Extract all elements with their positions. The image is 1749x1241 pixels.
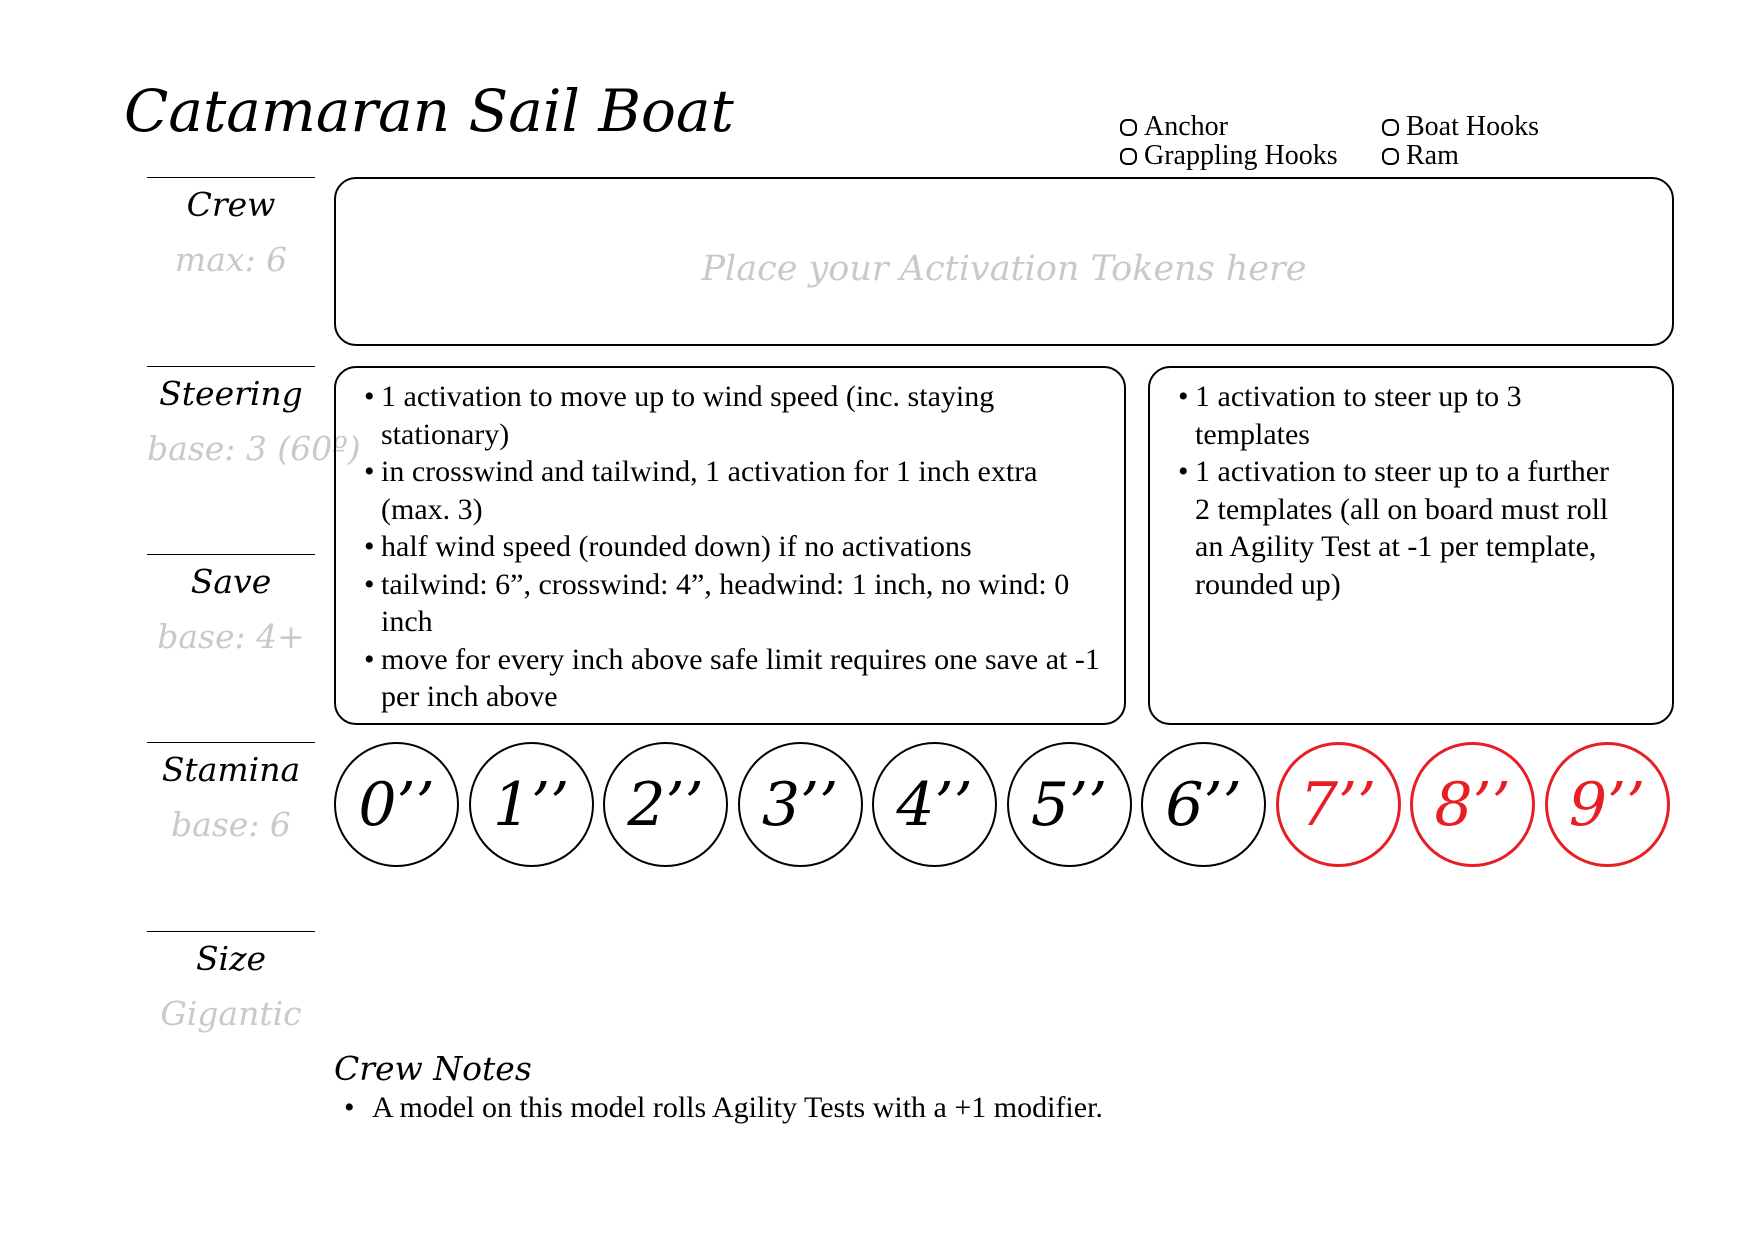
equipment-label: Grappling Hooks bbox=[1144, 140, 1338, 171]
stat-crew bbox=[147, 177, 315, 279]
divider bbox=[147, 366, 315, 367]
bullet: • bbox=[364, 380, 375, 413]
stat-size bbox=[147, 931, 315, 1033]
rule-text: 1 activation to steer up to a further 2 templates (all on board must roll an Agility Test at -1 per template, rounded up) bbox=[1195, 455, 1610, 601]
stamina-circle-7[interactable]: 7’’ bbox=[1276, 742, 1401, 867]
stat-name: Size bbox=[195, 939, 267, 978]
list-item bbox=[336, 641, 1104, 716]
checkbox-icon[interactable] bbox=[1382, 119, 1399, 136]
rule-text: half wind speed (rounded down) if no activations bbox=[381, 530, 972, 563]
stat-value: base: 6 bbox=[171, 805, 291, 844]
bullet: • bbox=[344, 1091, 355, 1124]
bullet: • bbox=[364, 530, 375, 563]
stat-value: base: 3 (60º) bbox=[147, 429, 361, 468]
stamina-track bbox=[334, 742, 1679, 867]
bullet: • bbox=[364, 455, 375, 488]
stat-name: Save bbox=[190, 562, 272, 601]
stat-value: max: 6 bbox=[174, 240, 288, 279]
movement-rules-panel bbox=[334, 366, 1126, 725]
stamina-circle-2[interactable]: 2’’ bbox=[603, 742, 728, 867]
stamina-circle-8[interactable]: 8’’ bbox=[1410, 742, 1535, 867]
stamina-circle-0[interactable]: 0’’ bbox=[334, 742, 459, 867]
rule-text: move for every inch above safe limit requires one save at -1 per inch above bbox=[381, 642, 1100, 713]
stat-name: Stamina bbox=[161, 750, 301, 789]
stamina-circle-3[interactable]: 3’’ bbox=[738, 742, 863, 867]
stat-steering bbox=[147, 366, 361, 468]
list-item bbox=[336, 453, 1104, 528]
equipment-label: Ram bbox=[1406, 140, 1459, 171]
stat-value: base: 4+ bbox=[157, 617, 305, 656]
checkbox-icon[interactable] bbox=[1382, 148, 1399, 165]
equipment-label: Boat Hooks bbox=[1406, 111, 1539, 142]
rule-text: 1 activation to move up to wind speed (inc. staying stationary) bbox=[381, 380, 995, 451]
activation-token-panel[interactable] bbox=[334, 177, 1674, 346]
divider bbox=[147, 931, 315, 932]
list-item bbox=[336, 566, 1104, 641]
stamina-circle-1[interactable]: 1’’ bbox=[469, 742, 594, 867]
note-text: A model on this model rolls Agility Tests with a +1 modifier. bbox=[372, 1091, 1103, 1124]
equipment-label: Anchor bbox=[1144, 111, 1228, 142]
equipment-grappling-hooks[interactable] bbox=[1120, 141, 1338, 171]
rule-text: 1 activation to steer up to 3 templates bbox=[1195, 380, 1522, 451]
crew-notes-item bbox=[344, 1093, 1103, 1123]
rule-text: in crosswind and tailwind, 1 activation for 1 inch extra (max. 3) bbox=[381, 455, 1038, 526]
equipment-anchor[interactable] bbox=[1120, 112, 1228, 142]
divider bbox=[147, 742, 315, 743]
steering-rules-panel bbox=[1148, 366, 1674, 725]
stamina-circle-4[interactable]: 4’’ bbox=[872, 742, 997, 867]
crew-notes-title: Crew Notes bbox=[334, 1049, 532, 1088]
equipment-ram[interactable] bbox=[1382, 141, 1459, 171]
divider bbox=[147, 554, 315, 555]
movement-rules-list bbox=[336, 378, 1124, 716]
activation-token-placeholder: Place your Activation Tokens here bbox=[701, 249, 1307, 289]
list-item bbox=[1150, 378, 1612, 453]
list-item bbox=[336, 528, 1104, 566]
stat-value: Gigantic bbox=[160, 994, 302, 1033]
stat-name: Crew bbox=[186, 185, 276, 224]
stat-name: Steering bbox=[159, 374, 303, 413]
checkbox-icon[interactable] bbox=[1120, 119, 1137, 136]
steering-rules-list bbox=[1150, 378, 1672, 603]
stamina-circle-6[interactable]: 6’’ bbox=[1141, 742, 1266, 867]
bullet: • bbox=[1178, 380, 1189, 413]
stat-save bbox=[147, 554, 315, 656]
rule-text: tailwind: 6”, crosswind: 4”, headwind: 1 inch, no wind: 0 inch bbox=[381, 567, 1070, 638]
stamina-circle-5[interactable]: 5’’ bbox=[1007, 742, 1132, 867]
list-item bbox=[336, 378, 1104, 453]
equipment-boat-hooks[interactable] bbox=[1382, 112, 1539, 142]
bullet: • bbox=[364, 567, 375, 601]
stamina-circle-9[interactable]: 9’’ bbox=[1545, 742, 1670, 867]
bullet: • bbox=[1178, 455, 1189, 488]
card-title: Catamaran Sail Boat bbox=[124, 77, 734, 145]
stat-stamina bbox=[147, 742, 315, 844]
bullet: • bbox=[364, 642, 375, 676]
list-item bbox=[1150, 453, 1612, 603]
checkbox-icon[interactable] bbox=[1120, 148, 1137, 165]
divider bbox=[147, 177, 315, 178]
